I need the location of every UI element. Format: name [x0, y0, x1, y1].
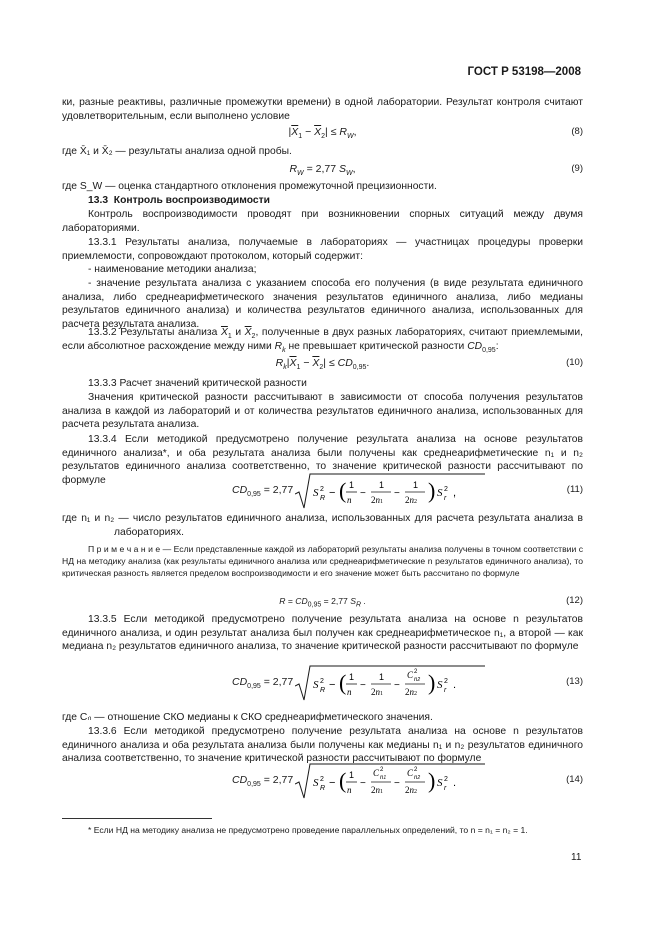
footnote: * Если НД на методику анализа не предусмотрено проведение параллельных определений, то n = n₁ = n₂ = 1.	[88, 825, 528, 835]
svg-text:S: S	[437, 679, 443, 691]
equation-10-number: (10)	[566, 357, 583, 368]
svg-text:): )	[428, 768, 436, 793]
svg-text:−: −	[360, 488, 366, 499]
svg-text:S: S	[437, 487, 443, 499]
where-n1-n2: где n₁ и n₂ — число результатов единичного анализа, использованных для расчета результата анализа в лабораториях.	[62, 513, 583, 538]
equation-14: $CD_{0,95} = 2,77$ S 2 R − ( 1 n − C 2 n1 2n1 − C 2 n2 2n2 ) S 2 r . (14)	[62, 762, 583, 802]
footnote-rule	[62, 818, 212, 819]
section-13-3-text: Контроль воспроизводимости проводят при возникновении спорных ситуаций между двумя лабораториями.	[62, 209, 583, 234]
standard-code: ГОСТ Р 53198—2008	[467, 66, 581, 78]
where-x1-x2: где X̄₁ и X̄₂ — результаты анализа одной пробы.	[62, 146, 292, 157]
clause-13-3-1: 13.3.1 Результаты анализа, получаемые в лабораториях — участницах процедуры проверки приемлемости, сопровождают протоколом, который содержит:	[62, 237, 583, 262]
svg-text:2n1: 2n1	[371, 785, 383, 795]
svg-text:S: S	[313, 487, 319, 499]
equation-8-number: (8)	[571, 126, 583, 137]
list-item-method-name: - наименование методики анализа;	[88, 264, 257, 275]
equation-13: $CD_{0,95} = 2,77$ S 2 R − ( 1 n − 1 2n1 − C 2 n2 2n2 ) S 2 r . (13)	[62, 664, 583, 704]
svg-text:(: (	[339, 478, 347, 503]
equation-13-number: (13)	[566, 676, 583, 687]
svg-text:n: n	[347, 495, 352, 505]
svg-text:r: r	[444, 687, 447, 694]
svg-text:1: 1	[379, 672, 385, 682]
svg-text:1: 1	[349, 770, 355, 780]
svg-text:.: .	[453, 777, 457, 789]
svg-text:−: −	[394, 680, 400, 691]
svg-text:2: 2	[320, 678, 324, 685]
svg-text:−: −	[394, 488, 400, 499]
svg-text:1: 1	[379, 480, 385, 490]
svg-text:1: 1	[413, 480, 419, 490]
svg-text:−: −	[329, 777, 336, 789]
svg-text:r: r	[444, 495, 447, 502]
svg-text:C: C	[407, 670, 414, 680]
svg-text:r: r	[444, 785, 447, 792]
svg-text:R: R	[320, 687, 326, 694]
svg-text:C: C	[373, 768, 380, 778]
where-cn: где Cₙ — отношение СКО медианы к СКО среднеарифметического значения.	[62, 712, 433, 723]
clause-13-3-2: 13.3.2 Результаты анализа $\overline{X}_1$ и $\overline{X}_2$, полученные в двух разных лабораториях, считают приемлемыми, если абсолютное расхождение между ними $R_k$ не превышает критической разности $CD_{0,95}$:	[62, 327, 583, 354]
equation-9: $R_W = 2,77$ $S_W$, (9)	[289, 163, 583, 178]
equation-11-radical	[295, 472, 485, 512]
svg-text:2n2: 2n2	[405, 785, 417, 795]
equation-12: $R = CD_{0,95} = 2,77$ $S_R$ . (12)	[279, 595, 583, 609]
svg-text:C: C	[407, 768, 414, 778]
section-13-3-heading: 13.3 Контроль воспроизводимости	[88, 195, 270, 206]
svg-text:−: −	[360, 680, 366, 691]
svg-text:): )	[428, 670, 436, 695]
svg-text:R: R	[320, 495, 326, 502]
list-item-result-value: - значение результата анализа с указанием способа его получения (в виде результата единичного анализа, либо среднеарифметического значения результатов единичного анализа, либо медианы результатов единичного анализа) и количества результатов единичного анализа, использованных для расчета результата анализа.	[62, 278, 583, 330]
where-sw: где S_W — оценка стандартного отклонения промежуточной прецизионности.	[62, 181, 437, 192]
svg-text:1: 1	[349, 480, 355, 490]
svg-text:R: R	[320, 785, 326, 792]
svg-text:2: 2	[414, 767, 418, 773]
svg-text:2: 2	[414, 669, 418, 675]
page-number: 11	[571, 852, 582, 863]
intro-paragraph: ки, разные реактивы, различные промежутки времени) в одной лаборатории. Результат контроля считают удовлетворительным, если выполнено условие	[62, 97, 583, 122]
equation-8: $|\overline{X}_1 - \overline{X}_2| \le R_W$, (8)	[288, 126, 583, 141]
equation-11-number: (11)	[566, 484, 583, 495]
svg-text:2n1: 2n1	[371, 687, 383, 697]
svg-text:−: −	[394, 778, 400, 789]
svg-text:−: −	[329, 487, 336, 499]
svg-text:n: n	[347, 785, 352, 795]
svg-text:2n2: 2n2	[405, 495, 417, 505]
equation-9-number: (9)	[571, 163, 583, 174]
svg-text:n2: n2	[414, 775, 421, 781]
svg-text:(: (	[339, 670, 347, 695]
equation-10: $R_k|\overline{X}_1 - \overline{X}_2| \le CD_{0,95}$. (10)	[275, 357, 583, 372]
svg-text:2: 2	[444, 486, 448, 493]
svg-text:S: S	[437, 777, 443, 789]
svg-text:2: 2	[444, 776, 448, 783]
equation-11: $CD_{0,95} = 2,77$ S 2 R − ( 1 n − 1 2n1 − 1 2n2 ) S 2 r , (11)	[62, 472, 583, 512]
svg-text:2: 2	[320, 776, 324, 783]
equation-14-radical	[295, 762, 485, 802]
svg-text:S: S	[313, 679, 319, 691]
clause-13-3-3: 13.3.3 Расчет значений критической разности	[88, 378, 307, 389]
clause-13-3-6: 13.3.6 Если методикой предусмотрено получение результата анализа на основе n результатов единичного анализа и оба результата анализа были получены как медианы n₁ и n₂ результатов единичного анализа соответственно, то значение критической разности рассчитывают по формуле	[62, 726, 583, 765]
clause-13-3-4: 13.3.4 Если методикой предусмотрено получение результата анализа на основе результатов единичного анализа*, и оба результата анализа были получены как среднеарифметические n₁ и n₂ результатов единичного анализа соответственно, то значение критической разности рассчитывают по формуле	[62, 434, 583, 486]
svg-text:n: n	[347, 687, 352, 697]
svg-text:2n2: 2n2	[405, 687, 417, 697]
svg-text:.: .	[453, 679, 457, 691]
svg-text:S: S	[313, 777, 319, 789]
svg-text:2: 2	[320, 486, 324, 493]
svg-text:n2: n2	[414, 677, 421, 683]
svg-text:2n1: 2n1	[371, 495, 383, 505]
equation-14-number: (14)	[566, 774, 583, 785]
svg-text:2: 2	[380, 767, 384, 773]
svg-text:2: 2	[444, 678, 448, 685]
note: П р и м е ч а н и е — Если представленные каждой из лабораторий результаты анализа получены в точном соответствии с НД на методику анализа (как результаты единичного анализа или среднеарифметические n результатов единичного анализа), то критическая разность является пределом воспроизводимости и его значение может быть рассчитано по формуле	[62, 544, 583, 578]
svg-text:(: (	[339, 768, 347, 793]
svg-text:1: 1	[349, 672, 355, 682]
clause-13-3-3-text: Значения критической разности рассчитывают в зависимости от способа получения результатов анализа в каждой из лабораторий и от количества результатов единичного анализа, использованных для расчета результата анализа.	[62, 392, 583, 431]
svg-text:): )	[428, 478, 436, 503]
equation-12-number: (12)	[566, 595, 583, 606]
clause-13-3-5: 13.3.5 Если методикой предусмотрено получение результата анализа на основе n результатов единичного анализа, и один результат анализа был получен как среднеарифметическое n₁, а второй — как медиана n₂ результатов единичного анализа, то значение критической разности рассчитывают по формуле	[62, 614, 583, 653]
svg-text:,: ,	[453, 487, 457, 499]
svg-text:n1: n1	[380, 775, 387, 781]
equation-13-radical	[295, 664, 485, 704]
svg-text:−: −	[360, 778, 366, 789]
svg-text:−: −	[329, 679, 336, 691]
